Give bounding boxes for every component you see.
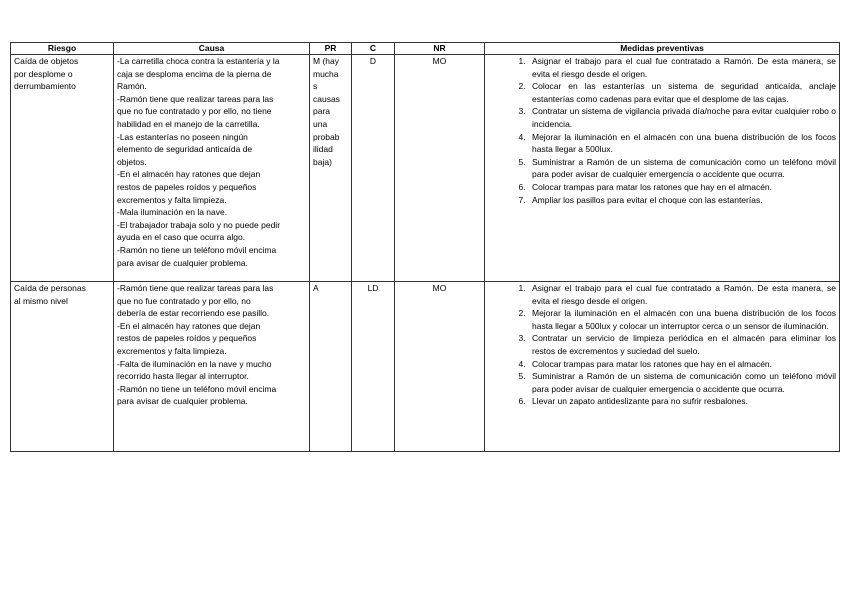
medida-item: 3. Contratar un servicio de limpieza periódica en el almacén para eliminar los restos de excrementos y suciedad del suelo. <box>528 332 836 357</box>
causa-line: -El trabajador trabaja solo y no puede pedir <box>117 219 281 230</box>
causa-line: restos de papeles roídos y pequeños <box>117 333 257 344</box>
header-row <box>11 43 840 55</box>
causa-line: excrementos y falta limpieza. <box>117 345 227 356</box>
causa-line: -En el almacén hay ratones que dejan <box>117 169 261 180</box>
causa-line: -Mala iluminación en la nave. <box>117 207 228 218</box>
causa-cell <box>114 282 310 452</box>
causa-line: caja se desploma encima de la pierna de <box>117 68 272 79</box>
header-medidas: Medidas preventivas <box>485 43 840 55</box>
medida-item: 5. Suministrar a Ramón de un sistema de comunicación como un teléfono móvil para poder avisar de cualquier emergencia o accidente que ocurra. <box>528 156 836 181</box>
riesgo-cell <box>11 282 114 452</box>
header-pr: PR <box>310 43 352 55</box>
causa-line: -Ramón no tiene un teléfono móvil encima <box>117 383 277 394</box>
causa-line: ayuda en el caso que ocurra algo. <box>117 232 246 243</box>
medida-item: 1. Asignar el trabajo para el cual fue contratado a Ramón. De esta manera, se evita el riesgo desde el origen. <box>528 55 836 80</box>
causa-line: -Ramón tiene que realizar tareas para las <box>117 283 274 293</box>
medida-item: 1. Asignar el trabajo para el cual fue contratado a Ramón. De esta manera, se evita el riesgo desde el origen. <box>528 282 836 307</box>
causa-line: restos de papeles roídos y pequeños <box>117 181 257 192</box>
nr-cell: MO <box>395 282 485 452</box>
pr-line: probab <box>313 131 340 142</box>
pr-cell <box>310 282 352 452</box>
table-row <box>11 55 840 282</box>
medidas-cell <box>485 55 840 282</box>
pr-line: para <box>313 106 331 117</box>
pr-line: una <box>313 118 328 129</box>
medida-item: 6. Llevar un zapato antideslizante para no sufrir resbalones. <box>528 395 836 408</box>
causa-line: debería de estar recorriendo ese pasillo. <box>117 308 270 319</box>
riesgo-line: Caída de objetos <box>14 56 79 66</box>
medida-item: 2. Colocar en las estanterías un sistema de seguridad anticaída, anclaje estanterías como cadenas para evitar que el desplome de las cajas. <box>528 80 836 105</box>
causa-line: -La carretilla choca contra la estantería y la <box>117 56 280 66</box>
pr-line: A <box>313 283 319 293</box>
medida-item: 4. Colocar trampas para matar los ratones que hay en el almacén. <box>528 358 836 371</box>
pr-line: baja) <box>313 156 332 167</box>
pr-line: mucha <box>313 68 339 79</box>
medida-item: 7. Ampliar los pasillos para evitar el choque con las estanterías. <box>528 194 836 207</box>
c-cell: LD <box>352 282 395 452</box>
causa-line: excrementos y falta limpieza. <box>117 194 227 205</box>
riesgo-line: al mismo nivel <box>14 295 68 306</box>
causa-line: habilidad en el manejo de la carretilla. <box>117 118 260 129</box>
medidas-cell <box>485 282 840 452</box>
causa-line: -Ramón no tiene un teléfono móvil encima <box>117 244 277 255</box>
riesgo-line: Caída de personas <box>14 283 86 293</box>
causa-line: elemento de seguridad anticaída de <box>117 144 253 155</box>
riesgo-line: derrumbamiento <box>14 81 76 92</box>
header-nr: NR <box>395 43 485 55</box>
risk-assessment-table <box>10 42 840 452</box>
causa-line: -Ramón tiene que realizar tareas para las <box>117 93 274 104</box>
riesgo-cell <box>11 55 114 282</box>
pr-line: ilidad <box>313 144 333 155</box>
c-cell: D <box>352 55 395 282</box>
causa-line: -En el almacén hay ratones que dejan <box>117 320 261 331</box>
table-row <box>11 282 840 452</box>
causa-line: para avisar de cualquier problema. <box>117 396 248 407</box>
causa-line: recorrido hasta llegar al interruptor. <box>117 371 249 382</box>
nr-cell: MO <box>395 55 485 282</box>
medida-item: 2. Mejorar la iluminación en el almacén con una buena distribución de los focos hasta llegar a 500lux y colocar un interruptor cerca o un sensor de iluminación. <box>528 307 836 332</box>
pr-line: causas <box>313 93 340 104</box>
medida-item: 4. Mejorar la iluminación en el almacén con una buena distribución de los focos hasta llegar a 500lux. <box>528 131 836 156</box>
medida-item: 3. Contratar un sistema de vigilancia privada día/noche para evitar cualquier robo o incidencia. <box>528 105 836 130</box>
causa-line: -Las estanterías no poseen ningún <box>117 131 248 142</box>
causa-line: objetos. <box>117 156 147 167</box>
causa-cell <box>114 55 310 282</box>
causa-line: que no fue contratado y por ello, no tiene <box>117 106 272 117</box>
riesgo-line: por desplome o <box>14 68 73 79</box>
pr-cell <box>310 55 352 282</box>
medida-item: 6. Colocar trampas para matar los ratones que hay en el almacén. <box>528 181 836 194</box>
causa-line: que no fue contratado y por ello, no <box>117 295 251 306</box>
header-causa: Causa <box>114 43 310 55</box>
medidas-list <box>488 55 836 206</box>
medidas-list <box>488 282 836 408</box>
causa-line: -Falta de iluminación en la nave y mucho <box>117 358 272 369</box>
medida-item: 5. Suministrar a Ramón de un sistema de comunicación como un teléfono móvil para poder avisar de cualquier emergencia o accidente que ocurra. <box>528 370 836 395</box>
pr-line: M (hay <box>313 56 339 66</box>
header-riesgo: Riesgo <box>11 43 114 55</box>
causa-line: Ramón. <box>117 81 147 92</box>
pr-line: s <box>313 81 318 92</box>
header-c: C <box>352 43 395 55</box>
causa-line: para avisar de cualquier problema. <box>117 257 248 268</box>
